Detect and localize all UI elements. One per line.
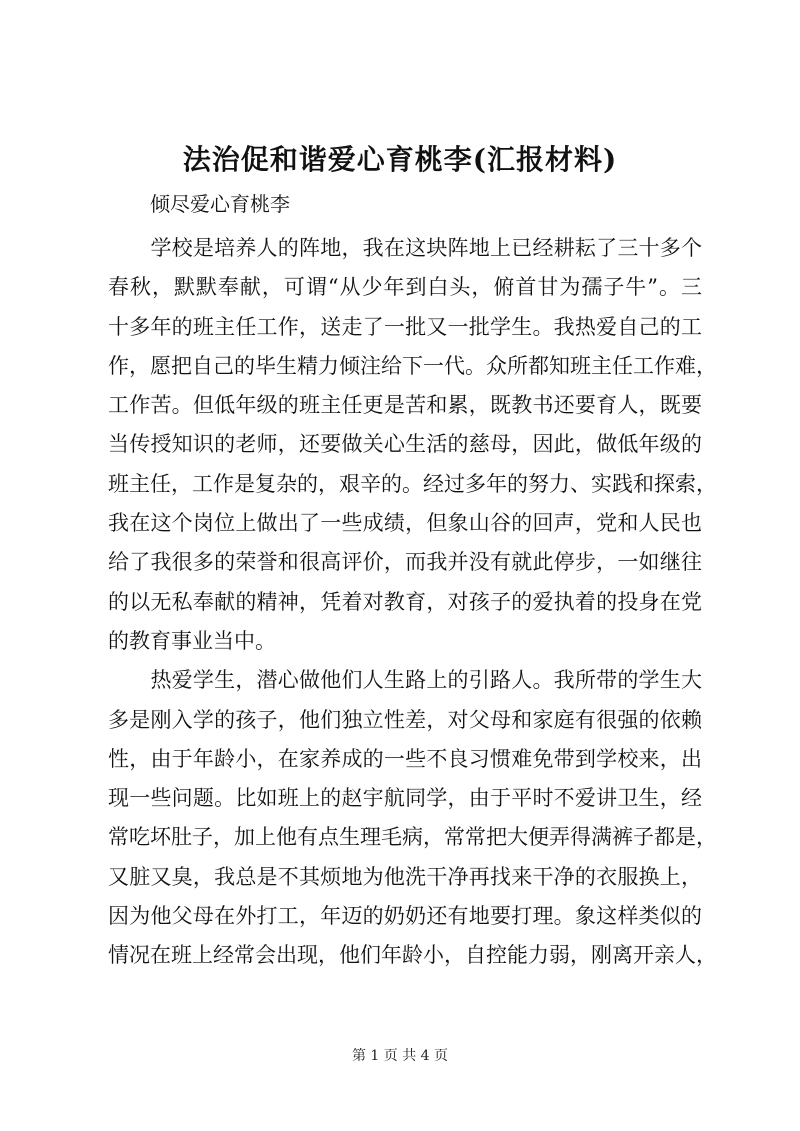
text-line: 多是刚入学的孩子，他们独立性差，对父母和家庭有很强的依赖 (108, 707, 702, 732)
text-line: 热爱学生，潜心做他们人生路上的引路人。我所带的学生大 (108, 668, 702, 693)
document-title: 法治促和谐爱心育桃李(汇报材料) (182, 143, 618, 176)
text-line: 工作苦。但低年级的班主任更是苦和累，既教书还要育人，既要 (108, 393, 702, 418)
text-line: 又脏又臭，我总是不其烦地为他洗干净再找来干净的衣服换上， (108, 864, 702, 889)
text-line: 我在这个岗位上做出了一些成绩，但象山谷的回声，党和人民也 (108, 511, 702, 536)
text-line: 学校是培养人的阵地，我在这块阵地上已经耕耘了三十多个 (108, 236, 702, 260)
text-line: 性，由于年龄小，在家养成的一些不良习惯难免带到学校来，出 (108, 746, 702, 771)
text-line: 现一些问题。比如班上的赵宇航同学，由于平时不爱讲卫生，经 (108, 786, 702, 811)
text-line: 作，愿把自己的毕生精力倾注给下一代。众所都知班主任工作难， (108, 353, 717, 378)
text-line: 的以无私奉献的精神，凭着对教育，对孩子的爱执着的投身在党 (108, 589, 702, 614)
document-subtitle: 倾尽爱心育桃李 (150, 192, 290, 216)
text-line: 因为他父母在外打工，年迈的奶奶还有地要打理。象这样类似的 (108, 904, 702, 929)
text-line: 当传授知识的老师，还要做关心生活的慈母，因此，做低年级的 (108, 432, 702, 457)
text-line: 的教育事业当中。 (108, 628, 276, 653)
text-line: 情况在班上经常会出现，他们年龄小，自控能力弱，刚离开亲人， (108, 943, 717, 968)
page-footer: 第 1 页 共 4 页 (351, 1048, 449, 1064)
text-line: 常吃坏肚子，加上他有点生理毛病，常常把大便弄得满裤子都是， (108, 825, 717, 850)
text-line: 十多年的班主任工作，送走了一批又一批学生。我热爱自己的工 (108, 314, 702, 339)
text-line: 班主任，工作是复杂的，艰辛的。经过多年的努力、实践和探索， (108, 471, 717, 496)
body-text (108, 229, 717, 976)
text-line: 给了我很多的荣誉和很高评价，而我并没有就此停步，一如继往 (108, 550, 702, 575)
text-line: 春秋，默默奉献，可谓“从少年到白头，俯首甘为孺子牛”。三 (108, 275, 702, 300)
